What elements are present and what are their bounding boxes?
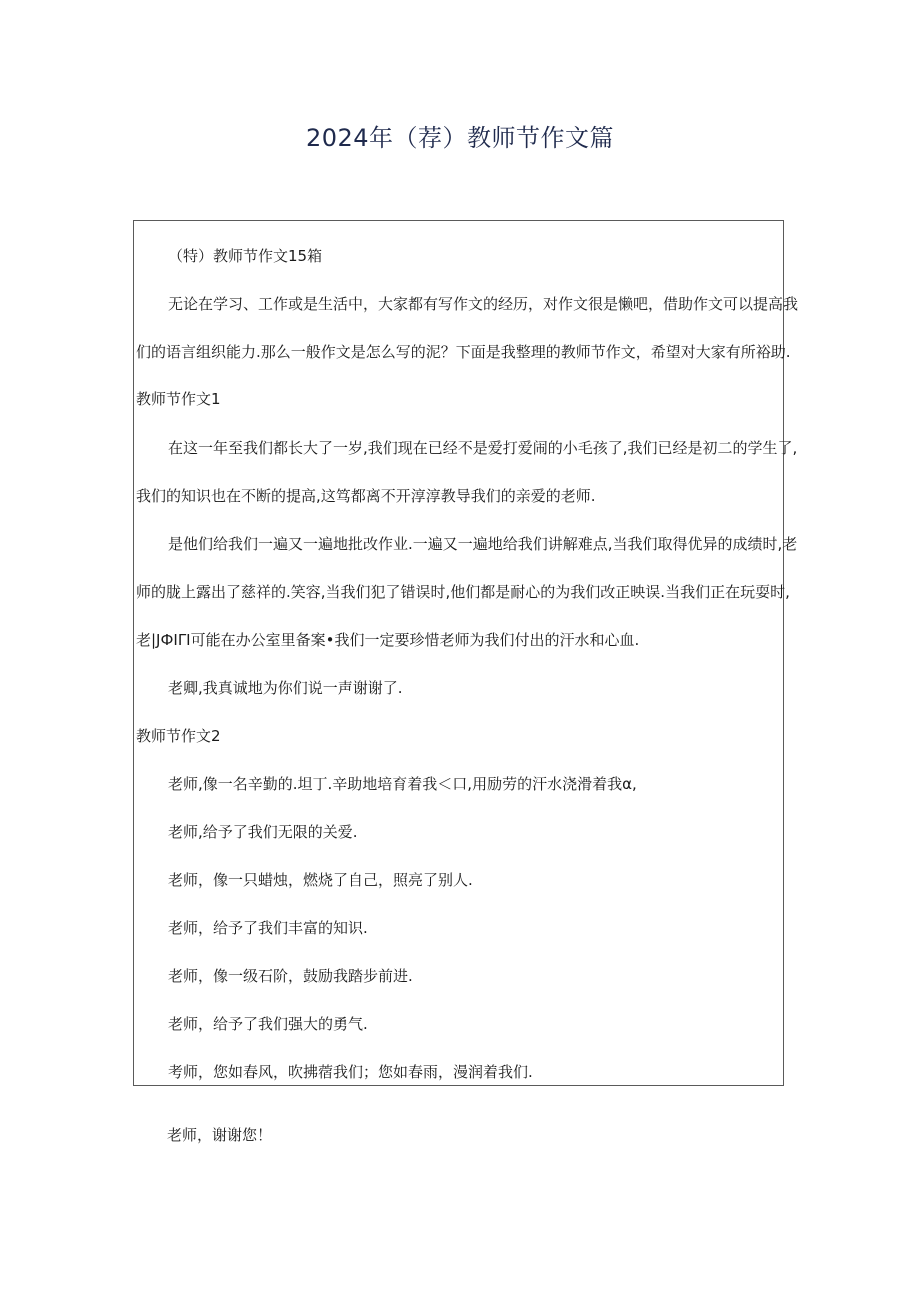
paragraph-line: 师的胧上露出了慈祥的.笑容,当我们犯了错误时,他们都是耐心的为我们改正映误.当我们正在玩耍时, xyxy=(136,583,790,601)
paragraph-line: 老师,给予了我们无限的关爱. xyxy=(168,823,358,841)
paragraph-line: 老师，像一级石阶，鼓励我踏步前进. xyxy=(168,967,413,985)
paragraph-line: 无论在学习、工作或是生活中，大家都有写作文的经历，对作文很是懒吧，借助作文可以提高我 xyxy=(168,295,799,313)
paragraph-line: 们的语言组织能力.那么一般作文是怎么写的泥？下面是我整理的教师节作文，希望对大家有所裕助. xyxy=(136,343,791,361)
paragraph-line: 老师,像一名辛勤的.坦丁.辛助地培育着我＜口,用励劳的汗水浇滑着我α, xyxy=(168,775,637,793)
paragraph-line: 在这一年至我们都长大了一岁,我们现在已经不是爱打爱闹的小毛孩了,我们已经是初二的学生了, xyxy=(168,439,798,457)
paragraph-line: 老卿,我真诚地为你们说一声谢谢了. xyxy=(168,679,403,697)
paragraph-line: 老师，像一只蜡烛，燃烧了自己，照亮了别人. xyxy=(168,871,473,889)
paragraph-line: 老|JФIΓI可能在办公室里备案•我们一定要珍惜老师为我们付出的汗水和心血. xyxy=(136,631,640,649)
section-heading: 教师节作文2 xyxy=(136,727,221,745)
closing-line: 老师，谢谢您！ xyxy=(167,1126,273,1144)
paragraph-line: 考师，您如春风，吹拂蓿我们；您如春雨，漫润着我们. xyxy=(168,1063,533,1081)
paragraph-line: 老师，给予了我们丰富的知识. xyxy=(168,919,368,937)
section-heading: 教师节作文1 xyxy=(136,390,221,408)
page-title: 2024年（荐）教师节作文篇 xyxy=(305,124,615,152)
paragraph-line: 老师，给予了我们强大的勇气. xyxy=(168,1015,368,1033)
subtitle-line: （特）教师节作文15箱 xyxy=(168,247,323,265)
paragraph-line: 是他们给我们一遍又一遍地批改作业.一遍又一遍地给我们讲解难点,当我们取得优异的成绩时,老 xyxy=(168,535,798,553)
paragraph-line: 我们的知识也在不断的提高,这笃都离不开淳淳教导我们的亲爱的老师. xyxy=(136,487,596,505)
content-frame xyxy=(133,220,799,1086)
